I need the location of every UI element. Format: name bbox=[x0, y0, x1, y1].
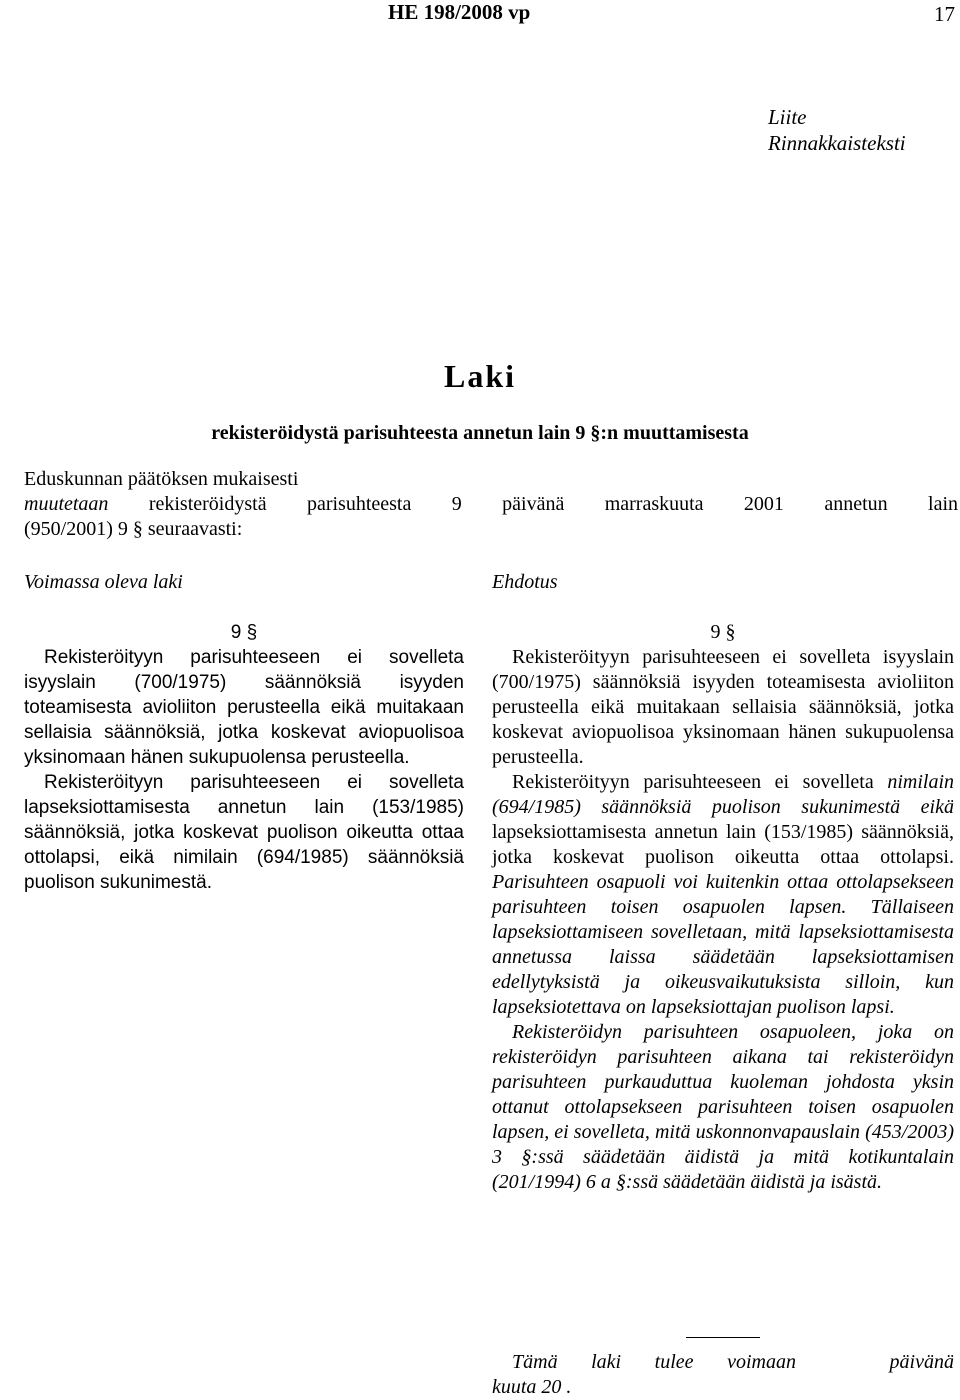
enact-word-4: voimaan bbox=[727, 1351, 796, 1373]
left-paragraph-1: Rekisteröityyn parisuhteeseen ei sovelleta isyyslain (700/1975) säännöksiä isyyden toteamisesta avioliiton perusteella eikä muitakaan sellaisia säännöksiä, jotka koskevat aviopuolisoa yksinomaan hänen sukupuolensa perusteella. bbox=[24, 647, 464, 768]
right-paragraph-3: Rekisteröidyn parisuhteen osapuoleen, joka on rekisteröidyn parisuhteen aikana tai rekisteröidyn parisuhteen purkauduttua kuoleman johdosta yksin ottanut ottolapsekseen parisuhteen toisen osapuolen lapsen, ei sovelleta, mitä uskonnonvapauslain (453/2003) 3 §:ssä säädetään äidistä ja mitä kotikuntalain (201/1994) 6 a §:ssä säädetään äidistä ja isästä. bbox=[492, 1021, 954, 1193]
right-section-number: 9 § bbox=[710, 621, 736, 643]
enact-word-3: tulee bbox=[654, 1351, 694, 1373]
entry-into-force-line-1 bbox=[492, 1350, 954, 1375]
preamble-verb: muutetaan bbox=[24, 493, 109, 515]
entry-into-force bbox=[492, 1350, 954, 1400]
enact-word-1: Tämä bbox=[512, 1351, 558, 1373]
right-paragraph-2 bbox=[492, 770, 954, 1020]
right-column-heading: Ehdotus bbox=[492, 571, 558, 593]
preamble bbox=[24, 467, 958, 542]
appendix-label bbox=[768, 104, 906, 156]
left-column-heading: Voimassa oleva laki bbox=[24, 571, 183, 593]
document-id: HE 198/2008 vp bbox=[388, 0, 531, 24]
left-paragraph-2: Rekisteröityyn parisuhteeseen ei sovelleta lapseksiottamisesta annetun lain (153/1985) säännöksiä, jotka koskevat puolison oikeutta ottaa ottolapsi, eikä nimilain (694/1985) säännöksiä puolison sukunimestä. bbox=[24, 772, 464, 893]
divider-line bbox=[686, 1337, 760, 1338]
right-p2-italic-1: nimilain (694/1985) säännöksiä puolison sukunimestä eikä bbox=[492, 771, 954, 818]
left-section-number: 9 § bbox=[230, 622, 258, 643]
entry-into-force-line-2: kuuta 20 . bbox=[492, 1376, 572, 1398]
page-number: 17 bbox=[934, 2, 955, 26]
preamble-line-3: (950/2001) 9 § seuraavasti: bbox=[24, 518, 243, 540]
law-subtitle: rekisteröidystä parisuhteesta annetun lain 9 §:n muuttamisesta bbox=[211, 422, 749, 444]
right-p2-italic-3: Tällaiseen lapseksiottamiseen sovelletaan, mitä lapseksiottamisesta annetussa laissa säädetään lapseksiottamisen edellytyksistä ja oikeusvaikutuksista silloin, kun lapseksiotettava on lapseksiottajan puolison lapsi. bbox=[492, 896, 955, 1018]
proposal-column bbox=[492, 620, 954, 1195]
law-title: Laki bbox=[443, 358, 517, 394]
current-law-column bbox=[24, 620, 464, 895]
enact-word-2: laki bbox=[591, 1351, 622, 1373]
appendix-line-2: Rinnakkaisteksti bbox=[768, 131, 906, 155]
preamble-line-2-rest: rekisteröidystä parisuhteesta 9 päivänä marraskuuta 2001 annetun lain bbox=[148, 493, 959, 515]
right-p2-start: Rekisteröityyn parisuhteeseen ei sovelleta bbox=[512, 771, 874, 793]
right-paragraph-1: Rekisteröityyn parisuhteeseen ei sovelleta isyyslain (700/1975) säännöksiä isyyden toteamisesta avioliiton perusteella eikä muitakaan sellaisia säännöksiä, jotka koskevat aviopuolisoa yksinomaan hänen sukupuolensa perusteella. bbox=[492, 646, 954, 768]
right-p2-italic-2: Parisuhteen osapuoli voi kuitenkin ottaa ottolapsekseen parisuhteen toisen osapuolen lapsen. bbox=[492, 871, 954, 918]
right-p2-mid: lapseksiottamisesta annetun lain (153/1985) säännöksiä, jotka koskevat puolison oikeutta ottaa ottolapsi. bbox=[492, 821, 954, 868]
preamble-line-2 bbox=[24, 492, 958, 517]
appendix-line-1: Liite bbox=[768, 105, 807, 129]
enact-word-5: päivänä bbox=[889, 1351, 954, 1373]
preamble-line-1: Eduskunnan päätöksen mukaisesti bbox=[24, 468, 299, 490]
